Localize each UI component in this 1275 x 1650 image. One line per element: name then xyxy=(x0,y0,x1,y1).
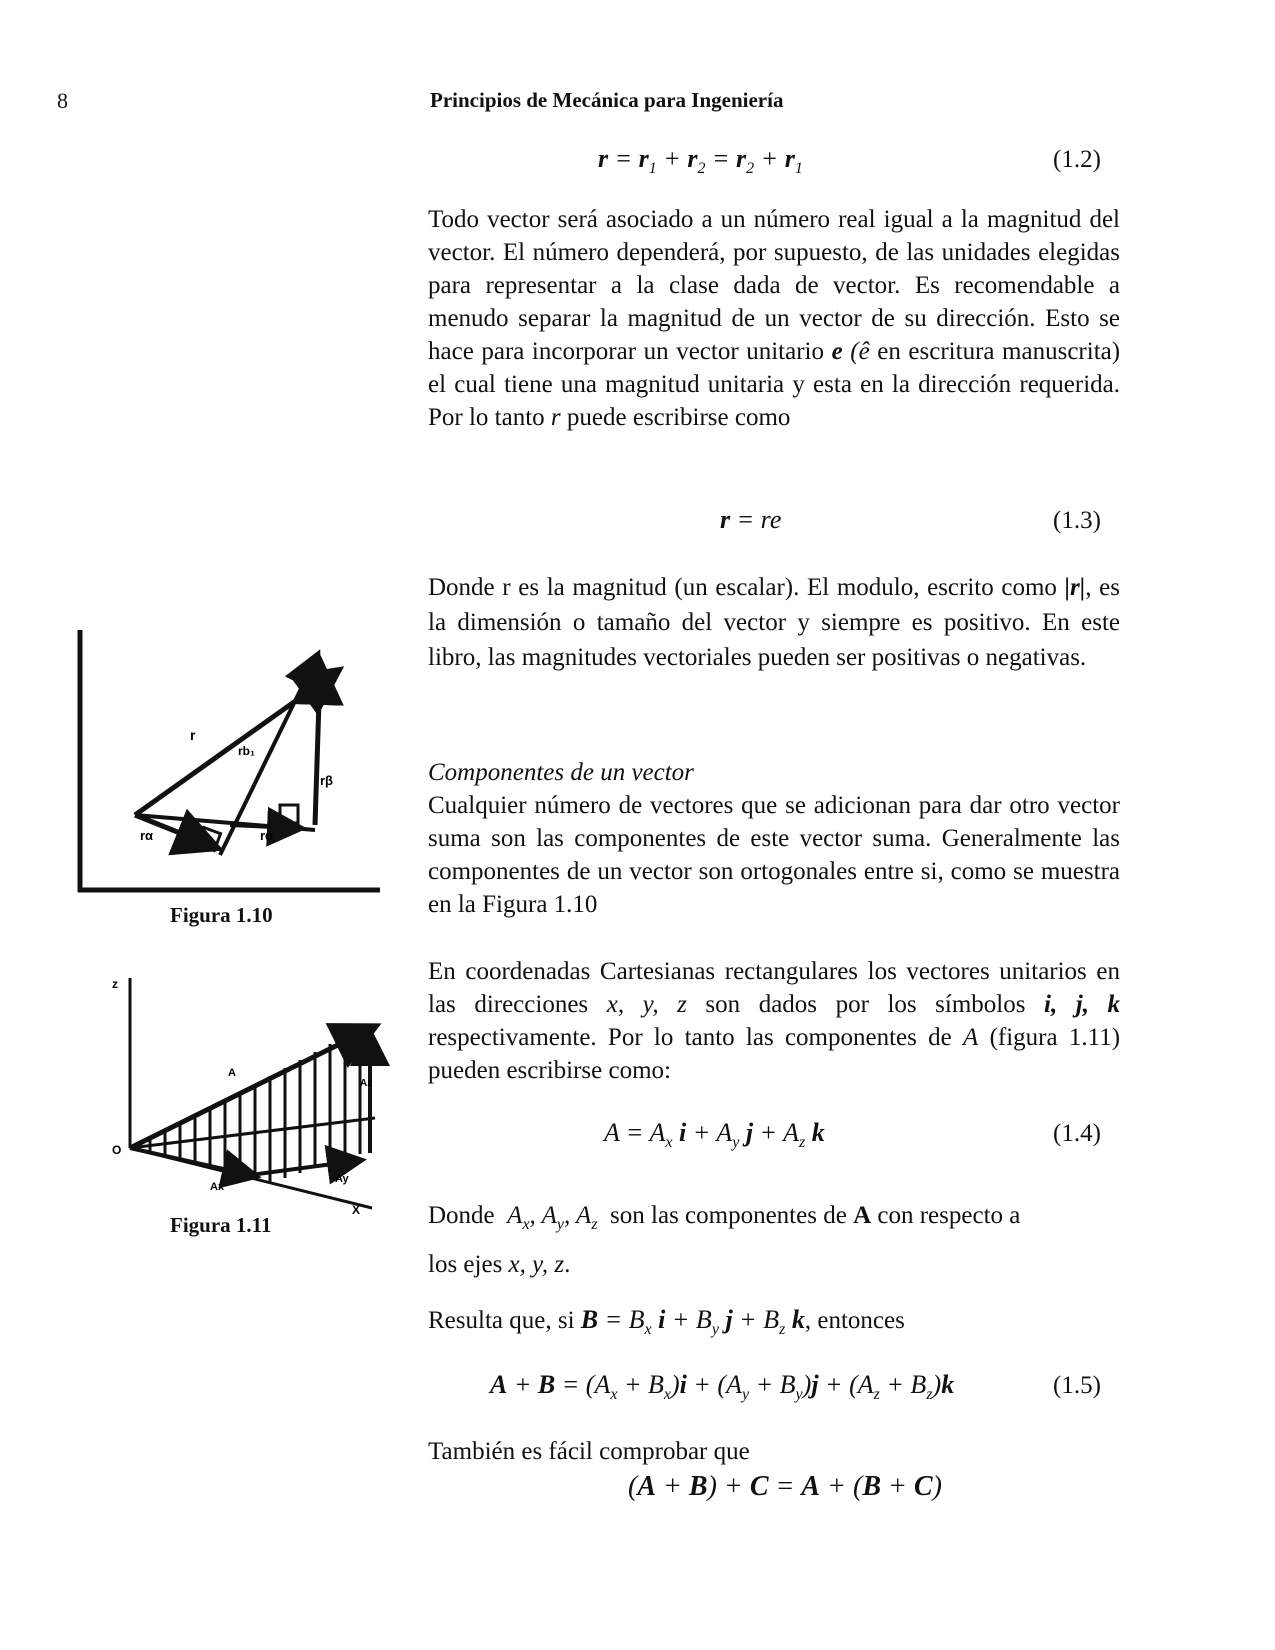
vector-r xyxy=(135,675,332,815)
b-definition: $B = B_x$ $i + B_y$ $j + B_z$ k xyxy=(580,1305,805,1338)
equation-associativity: (A + B) + C = A + (B + C) xyxy=(628,1471,942,1502)
label-rb: rb₁ xyxy=(238,744,255,758)
label-o: O xyxy=(112,1143,122,1157)
figure-1-11 xyxy=(110,958,390,1218)
label-rbeta: rβ xyxy=(320,773,333,788)
label-ax: Ax xyxy=(210,1181,225,1193)
paragraph-components-wrt-axes: Donde $A_x$, $A_y$, $A_z$ son las componentes de A con respecto a los ejes x, y, z. xyxy=(428,1202,1021,1278)
equation-number-1-4: (1.4) xyxy=(1053,1120,1101,1147)
right-angle-mark-2 xyxy=(280,805,298,823)
vector-a xyxy=(130,1030,368,1148)
y-axis-line xyxy=(130,1118,375,1148)
equation-number-1-2: (1.2) xyxy=(1053,146,1101,173)
caption-figure-1-10: Figura 1.10 xyxy=(170,903,273,927)
label-z: z xyxy=(112,977,118,991)
label-az: Az xyxy=(360,1078,373,1089)
vector-ax xyxy=(130,1148,250,1175)
right-angle-mark-1 xyxy=(197,827,220,850)
paragraph-modulus: Donde r es la magnitud (un escalar). El modulo, escrito como |r|, es la dimensión o tamaño del vector y siempre es positivo. En este libro, las magnitudes vectoriales pueden ser positivas o negativas. xyxy=(428,574,1121,671)
components-axyz: $A_x$, $A_y$, $A_z$ xyxy=(500,1202,598,1233)
equation-1-4: $A = A_x$ $i + A_y$ $j + A_z$ k xyxy=(604,1118,825,1151)
paragraph-unit-vectors: En coordenadas Cartesianas rectangulares los vectores unitarios en las direcciones x, y, z son dados por los símbolos i, j, k respectivamente. Por lo tanto las componentes de A (figura 1.11) pueden escribirse como: xyxy=(428,958,1121,1084)
paragraph-vector-magnitude: Todo vector será asociado a un número real igual a la magnitud del vector. El número dependerá, por supuesto, de las unidades elegidas para representar a la clase dada de vector. Es recomendable a menudo separar la magnitud de un vector de su dirección. Esto se hace para incorporar un vector unitario e (ê en escritura manuscrita) el cual tiene una magnitud unitaria y esta en la dirección requerida. Por lo tanto r puede escribirse como xyxy=(428,206,1121,431)
equation-number-1-3: (1.3) xyxy=(1053,507,1101,534)
vector-rbeta xyxy=(315,670,320,825)
label-ay: Ay xyxy=(335,1173,349,1185)
paragraph-associativity: También es fácil comprobar que xyxy=(428,1438,750,1465)
section-heading: Componentes de un vector xyxy=(428,759,694,786)
paragraph-components: Cualquier número de vectores que se adicionan para dar otro vector suma son las componentes de este vector suma. Generalmente las componentes de un vector son ortogonales entre si, como se muestra en la Figura 1.10 xyxy=(428,792,1120,918)
figure-1-10 xyxy=(70,630,380,900)
running-title: Principios de Mecánica para Ingeniería xyxy=(430,88,784,112)
equation-1-3: r = re xyxy=(720,505,782,534)
label-ralpha-2: rα xyxy=(260,828,274,843)
label-x: X xyxy=(352,1203,361,1217)
label-a: A xyxy=(228,1067,236,1079)
equation-number-1-5: (1.5) xyxy=(1053,1372,1101,1399)
label-r: r xyxy=(190,727,196,743)
paragraph-b-vector: Resulta que, si $B = B_x$ $i + B_y$ $j + B_z$ k, entonces xyxy=(428,1305,905,1338)
label-ralpha-1: rα xyxy=(140,828,154,843)
caption-figure-1-11: Figura 1.11 xyxy=(170,1213,272,1237)
page-number: 8 xyxy=(57,88,68,113)
equation-1-2: $r = r_1 + r_2 = r_2 + r_1$ xyxy=(598,144,803,177)
equation-1-5: $A + B = (A_x + B_x)i + (A_y + B_y)j + (A_z + B_z)k$ xyxy=(490,1370,955,1403)
